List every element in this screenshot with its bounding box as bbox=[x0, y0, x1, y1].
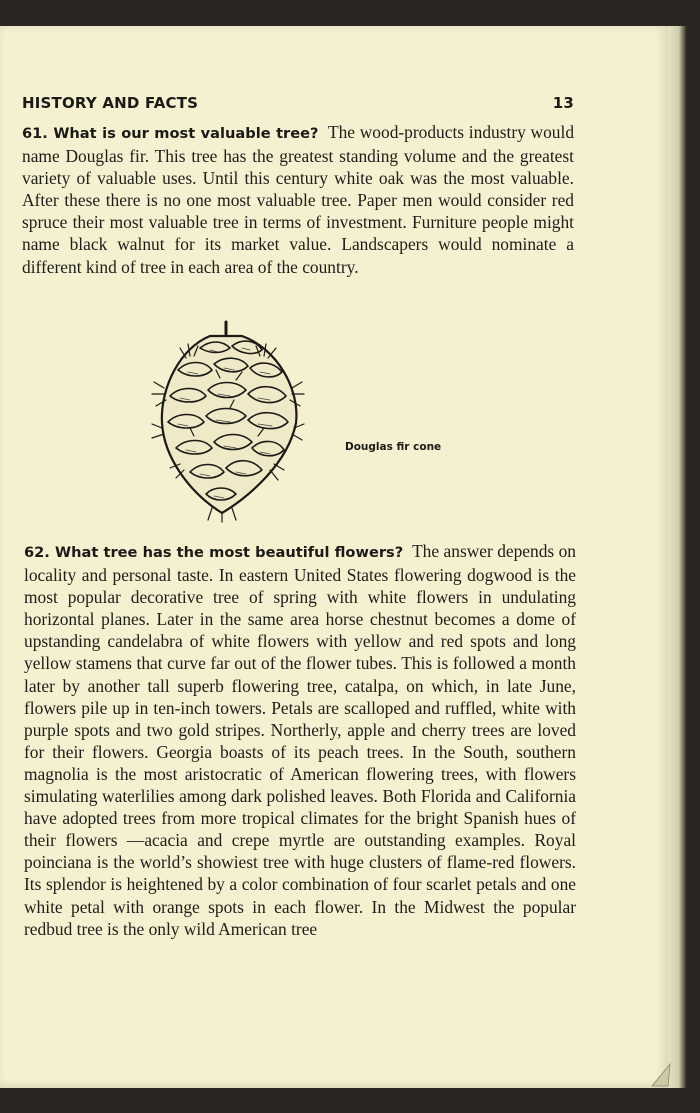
page-edge bbox=[668, 26, 686, 1088]
question-62 bbox=[24, 540, 576, 940]
question-62-heading: 62. What tree has the most beautiful flowers? bbox=[24, 544, 404, 561]
douglas-fir-cone-icon bbox=[150, 318, 306, 523]
question-61-body: The wood-products industry would name Douglas fir. This tree has the greatest standing volume and the greatest variety of valuable uses. Until this century white oak was the most valuable. After these there is no one most valuable tree. Paper men would consider red spruce their most valuable tree in terms of investment. Furniture people might name black walnut for its market value. Landscapers would nominate a different kind of tree in each area of the country. bbox=[22, 122, 575, 277]
running-head bbox=[22, 94, 574, 112]
page-number: 13 bbox=[552, 94, 574, 112]
page-corner-fold bbox=[650, 1060, 672, 1088]
running-head-title: HISTORY AND FACTS bbox=[22, 94, 199, 112]
douglas-fir-cone-figure bbox=[150, 318, 306, 523]
question-61 bbox=[22, 121, 574, 278]
question-62-body: The answer depends on locality and personal taste. In eastern United States flowering dogwood is the most popular decorative tree of spring with white flowers in undulating horizontal planes. Later in the same area horse chestnut becomes a dome of upstanding candelabra of white flowers with yellow and red spots and long yellow stamens that curve far out of the flower tubes. This is followed a month later by another tall superb flowering tree, catalpa, on which, in late June, flowers pile up in ten-inch towers. Petals are scalloped and ruffled, white with purple spots and two gold stripes. Northerly, apple and cherry trees are loved for their flowers. Georgia boasts of its peach trees. In the South, southern magnolia is the most aristocratic of American flowering trees, with flowers simulating waterlilies among dark polished leaves. Both Florida and California have adopted trees from more tropical climates for the bright Spanish hues of their flowers —acacia and crepe myrtle are outstanding examples. Royal poinciana is the world’s showiest tree with huge clusters of flame-red flowers. Its splendor is heightened by a color combination of four scarlet petals and one white petal with orange spots in each flower. In the Midwest the popular redbud tree is the only wild American tree bbox=[24, 541, 577, 939]
figure-caption: Douglas fir cone bbox=[345, 441, 442, 453]
question-61-heading: 61. What is our most valuable tree? bbox=[22, 125, 319, 142]
